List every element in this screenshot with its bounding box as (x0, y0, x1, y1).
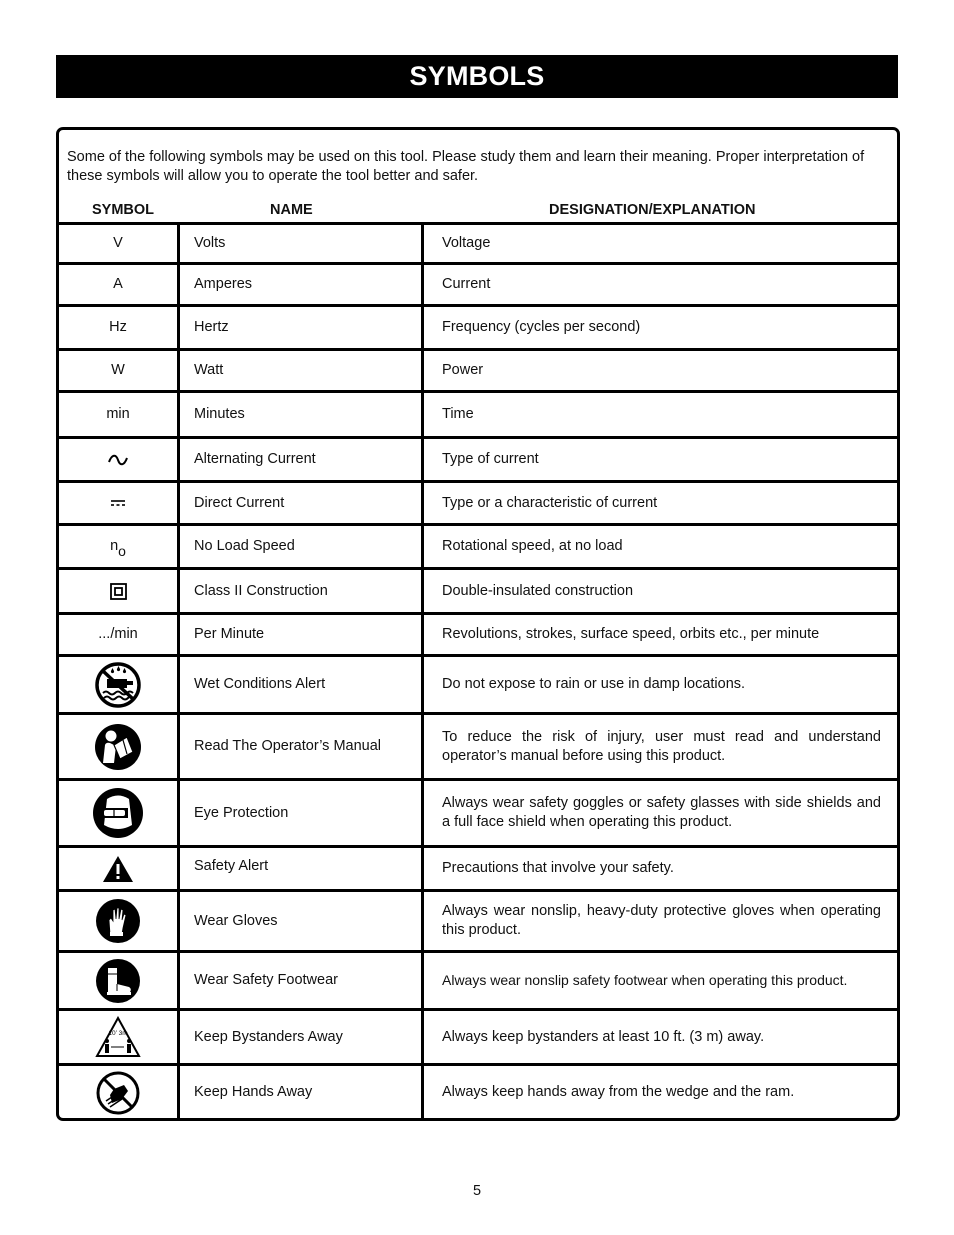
eye-protection-icon (92, 787, 144, 839)
symbol-cell (59, 439, 180, 480)
intro-text: Some of the following symbols may be used on this tool. Please study them and learn their meaning. Proper interpretation of these symbols will allow you to operate the tool better and safer. (67, 149, 865, 184)
symbol-cell: Hz (59, 307, 180, 348)
page-number: 5 (472, 1183, 482, 1199)
name-cell: Class II Construction (180, 570, 424, 612)
table-row (59, 889, 897, 950)
symbol-cell: min (59, 393, 180, 436)
read-manual-icon (94, 723, 142, 771)
designation-cell: Type of current (442, 451, 539, 467)
symbol-cell (59, 1066, 180, 1119)
designation-cell: Always keep bystanders at least 10 ft. (3 m) away. (442, 1028, 765, 1045)
designation-cell: Always wear nonslip safety footwear when operating this product. (442, 972, 848, 988)
page-title: SYMBOLS (56, 55, 898, 98)
table-row (59, 567, 897, 612)
designation-cell: Precautions that involve your safety. (442, 860, 674, 876)
column-header-symbol: SYMBOL (92, 202, 155, 218)
name-cell: Amperes (180, 265, 424, 304)
wear-gloves-icon (95, 898, 141, 944)
alternating-current-icon (107, 453, 129, 467)
column-header-designation: DESIGNATION/EXPLANATION (549, 202, 756, 218)
name-cell: Hertz (180, 307, 424, 348)
table-row (59, 436, 897, 480)
name-cell: Per Minute (180, 615, 424, 654)
designation-cell: Type or a characteristic of current (442, 494, 658, 511)
column-header-name: NAME (270, 202, 313, 218)
table-row (59, 950, 897, 1008)
symbol-cell (59, 570, 180, 612)
designation-cell: Voltage (442, 235, 491, 251)
designation-cell: Current (442, 276, 491, 292)
table-row (59, 1008, 897, 1063)
designation-cell: Rotational speed, at no load (442, 538, 623, 554)
table-row (59, 390, 897, 436)
name-cell: Read The Operator’s Manual (180, 715, 424, 778)
symbol-cell (59, 1011, 180, 1063)
class-ii-construction-icon (110, 583, 127, 600)
wet-conditions-alert-icon (94, 662, 142, 708)
name-cell: Eye Protection (180, 781, 424, 845)
name-cell: Safety Alert (180, 848, 424, 889)
symbol-cell: A (59, 265, 180, 304)
symbol-cell (59, 892, 180, 950)
table-row (59, 845, 897, 889)
symbol-cell (59, 483, 180, 523)
direct-current-icon (110, 499, 126, 507)
symbol-text: n (110, 538, 119, 554)
table-row (59, 778, 897, 845)
designation-cell: Double-insulated construction (442, 582, 634, 599)
name-cell: Wear Safety Footwear (180, 953, 424, 1008)
designation-cell: Power (442, 362, 484, 378)
name-cell: Volts (180, 225, 424, 262)
table-row (59, 523, 897, 567)
name-cell: Direct Current (180, 483, 424, 523)
table-row (59, 222, 897, 262)
symbol-cell: .../min (59, 615, 180, 654)
table-row (59, 304, 897, 348)
designation-cell: Always keep hands away from the wedge and the ram. (442, 1084, 795, 1100)
designation-cell: Frequency (cycles per second) (442, 319, 641, 335)
table-row (59, 1063, 897, 1119)
table-row (59, 480, 897, 523)
symbols-table-frame (56, 127, 900, 1121)
designation-cell: Always wear nonslip, heavy-duty protective gloves when operating this product. (442, 903, 881, 938)
safety-alert-icon (102, 855, 134, 883)
symbol-subscript: o (118, 543, 126, 559)
name-cell: Minutes (180, 393, 424, 436)
name-cell: Alternating Current (180, 439, 424, 480)
table-row (59, 348, 897, 390)
designation-cell: Do not expose to rain or use in damp locations. (442, 676, 746, 692)
designation-cell: Time (442, 406, 474, 422)
symbol-cell: W (59, 351, 180, 390)
name-cell: Keep Bystanders Away (180, 1011, 424, 1063)
name-cell: No Load Speed (180, 526, 424, 567)
keep-hands-away-icon (96, 1071, 140, 1115)
bystander-distance-label: 10’ 3m (108, 1030, 128, 1037)
symbol-cell (59, 657, 180, 712)
name-cell: Wet Conditions Alert (180, 657, 424, 712)
keep-bystanders-away-icon (95, 1016, 141, 1058)
symbol-cell (59, 781, 180, 845)
symbol-cell: V (59, 225, 180, 262)
name-cell: Wear Gloves (180, 892, 424, 950)
table-row (59, 712, 897, 778)
symbol-cell (59, 715, 180, 778)
symbol-cell (59, 526, 180, 567)
table-row (59, 654, 897, 712)
symbol-cell (59, 848, 180, 889)
designation-cell: Revolutions, strokes, surface speed, orbits etc., per minute (442, 626, 820, 642)
symbol-cell (59, 953, 180, 1008)
table-row (59, 612, 897, 654)
designation-cell: To reduce the risk of injury, user must read and understand operator’s manual before using this product. (442, 728, 881, 764)
name-cell: Keep Hands Away (180, 1066, 424, 1119)
name-cell: Watt (180, 351, 424, 390)
symbols-table (59, 222, 897, 1119)
table-row (59, 262, 897, 304)
safety-footwear-icon (95, 958, 141, 1004)
designation-cell: Always wear safety goggles or safety glasses with side shields and a full face shield when operating this product. (442, 795, 881, 830)
